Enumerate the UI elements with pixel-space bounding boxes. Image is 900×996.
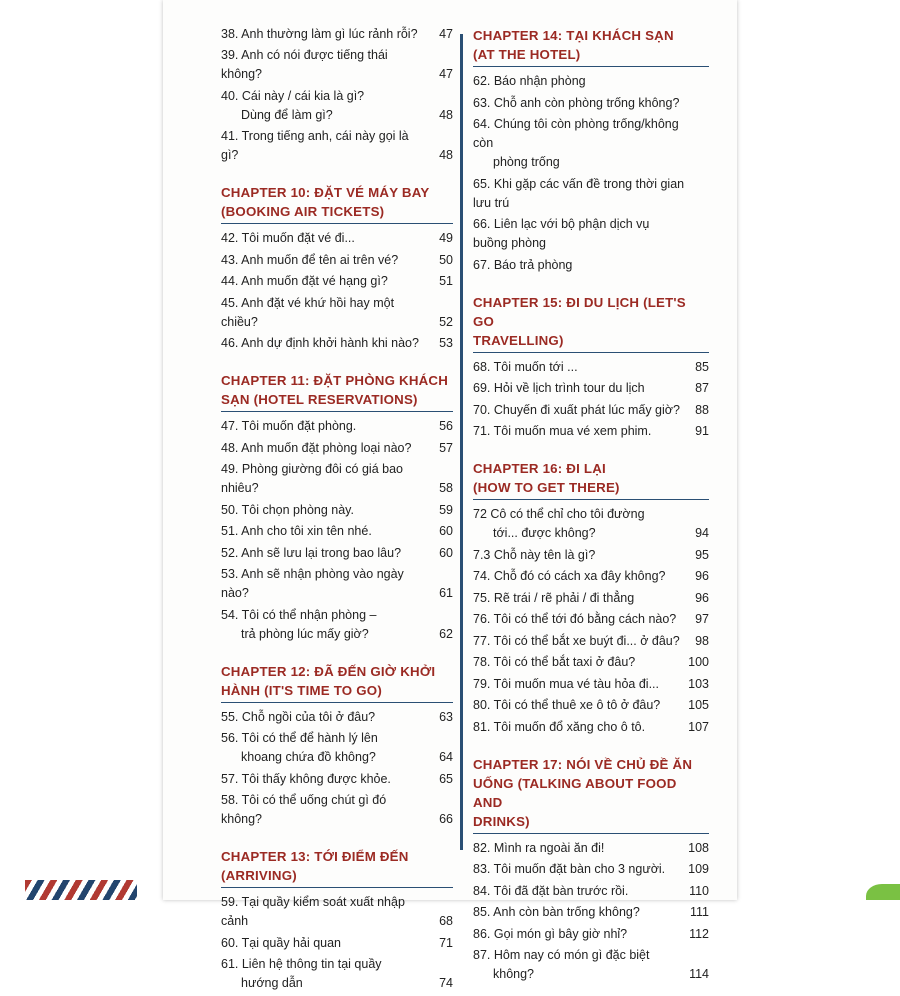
toc-entry-title-continued: khoang chứa đồ không?: [241, 750, 376, 764]
toc-entry: [473, 422, 709, 441]
toc-page-number: 88: [695, 402, 709, 417]
toc-entry-title: 51. Anh cho tôi xin tên nhé.: [221, 524, 372, 538]
toc-entry-title: 85. Anh còn bàn trống không?: [473, 905, 640, 919]
toc-entry-title: 68. Tôi muốn tới ...: [473, 359, 578, 374]
toc-entry: [221, 334, 453, 353]
airmail-stripe-decoration: [25, 880, 137, 900]
toc-entry: [473, 653, 709, 672]
chapter-heading: [473, 755, 709, 834]
toc-entry: [473, 946, 709, 984]
toc-entry-title-continued: không?: [493, 967, 535, 981]
toc-entry: [221, 606, 453, 644]
toc-entry: [473, 256, 709, 275]
toc-entry: [221, 729, 453, 767]
toc-page-number: 48: [439, 107, 453, 122]
toc-entry-title: 82. Mình ra ngoài ăn đi!: [473, 840, 605, 855]
chapter-heading-line: CHAPTER 15: ĐI DU LỊCH (LET'S GO: [473, 294, 686, 329]
toc-entry: [473, 718, 709, 737]
chapter-heading-line: CHAPTER 14: TẠI KHÁCH SẠN: [473, 28, 674, 43]
toc-right-column: [473, 22, 709, 987]
toc-page-number: 105: [688, 698, 709, 712]
toc-entry: [221, 294, 453, 332]
toc-page-number: 66: [439, 812, 453, 826]
toc-entry: [221, 229, 453, 248]
chapter-heading-line: UỐNG (TALKING ABOUT FOOD AND: [473, 775, 677, 810]
toc-entry-title: 72 Cô có thể chỉ cho tôi đường: [473, 507, 645, 521]
toc-entry-title: 64. Chúng tôi còn phòng trống/không còn: [473, 117, 679, 150]
toc-entry: [473, 839, 709, 858]
toc-entry: [473, 903, 709, 922]
toc-page-number: 85: [695, 359, 709, 374]
toc-entry-title: 84. Tôi đã đặt bàn trước rồi.: [473, 883, 629, 898]
toc-entry-title-continued: trả phòng lúc mấy giờ?: [241, 626, 369, 641]
toc-entry-title: 70. Chuyến đi xuất phát lúc mấy giờ?: [473, 402, 680, 417]
toc-page-number: 114: [689, 967, 709, 981]
toc-entry: [473, 546, 709, 565]
toc-entry-title: 49. Phòng giường đôi có giá bao nhiêu?: [221, 462, 403, 495]
toc-page-number: 111: [689, 905, 709, 919]
toc-entry: [221, 87, 453, 125]
chapter-heading-line: CHAPTER 11: ĐẶT PHÒNG KHÁCH: [221, 373, 449, 388]
chapter-heading: [221, 183, 453, 224]
toc-entry-title: 54. Tôi có thể nhận phòng –: [221, 607, 377, 622]
toc-entry: [221, 791, 453, 829]
toc-entry-title: 48. Anh muốn đặt phòng loại nào?: [221, 440, 412, 455]
toc-entry: [473, 696, 709, 715]
chapter-heading-line: CHAPTER 17: NÓI VỀ CHỦ ĐỀ ĂN: [473, 756, 693, 772]
toc-entry: [221, 934, 453, 953]
toc-entry: [473, 401, 709, 420]
toc-page-number: 91: [695, 424, 709, 438]
toc-entry-title: 75. Rẽ trái / rẽ phải / đi thẳng: [473, 590, 635, 605]
chapter-heading-line: CHAPTER 12: ĐÃ ĐẾN GIỜ KHỞI: [221, 663, 436, 679]
toc-page-number: 107: [688, 719, 709, 734]
book-page: [163, 0, 737, 990]
toc-entry-title: 38. Anh thường làm gì lúc rảnh rỗi?: [221, 26, 418, 41]
toc-entry: [221, 565, 453, 603]
toc-page-number: 112: [689, 926, 709, 941]
toc-page-number: 58: [439, 481, 453, 495]
toc-page-number: 56: [439, 419, 453, 433]
chapter-heading-line: CHAPTER 13: TỚI ĐIỂM ĐẾN: [221, 849, 409, 864]
toc-entry: [221, 501, 453, 520]
chapter-heading-line: (BOOKING AIR TICKETS): [221, 204, 385, 219]
toc-entry-title: 59. Tại quầy kiểm soát xuất nhập cảnh: [221, 895, 405, 928]
toc-entry: [221, 251, 453, 270]
toc-page-number: 71: [439, 935, 453, 950]
toc-page-number: 96: [695, 590, 709, 605]
toc-entry: [473, 175, 709, 213]
toc-page-number: 49: [439, 231, 453, 245]
toc-entry: [473, 72, 709, 91]
toc-left-column: [221, 22, 453, 996]
toc-page-number: 96: [695, 569, 709, 583]
toc-entry-title-continued: phòng trống: [493, 155, 560, 169]
toc-entry-title: 63. Chỗ anh còn phòng trống không?: [473, 95, 680, 110]
toc-entry-title: 41. Trong tiếng anh, cái này gọi là gì?: [221, 129, 409, 162]
toc-entry: [473, 115, 709, 172]
toc-entry-title: 66. Liên lạc với bộ phận dịch vụ buồng phòng: [473, 217, 650, 250]
chapter-heading-line: CHAPTER 10: ĐẶT VÉ MÁY BAY: [221, 185, 430, 200]
toc-entry-title: 46. Anh dự định khởi hành khi nào?: [221, 336, 419, 350]
toc-entry-title: 42. Tôi muốn đặt vé đi...: [221, 231, 355, 245]
toc-entry-title: 80. Tôi có thể thuê xe ô tô ở đâu?: [473, 698, 661, 712]
toc-entry-title: 60. Tại quầy hải quan: [221, 935, 342, 950]
toc-entry-title: 58. Tôi có thể uống chút gì đó không?: [221, 793, 387, 826]
toc-page-number: 100: [688, 655, 709, 669]
toc-entry: [473, 675, 709, 694]
chapter-heading: [221, 662, 453, 703]
toc-entry: [221, 417, 453, 436]
toc-entry-title: 56. Tôi có thể để hành lý lên: [221, 731, 378, 745]
toc-entry: [221, 544, 453, 563]
toc-page-number: 47: [439, 67, 453, 81]
toc-page-number: 98: [695, 633, 709, 648]
toc-entry: [473, 589, 709, 608]
toc-entry-title: 81. Tôi muốn đổ xăng cho ô tô.: [473, 719, 646, 734]
toc-page-number: 62: [439, 626, 453, 641]
toc-page-number: 52: [439, 314, 453, 329]
toc-entry: [221, 25, 453, 44]
toc-page-number: 95: [695, 547, 709, 562]
toc-page-number: 64: [439, 750, 453, 764]
toc-entry-title: 69. Hỏi về lịch trình tour du lịch: [473, 381, 645, 395]
chapter-heading-line: TRAVELLING): [473, 332, 564, 348]
chapter-heading-line: (ARRIVING): [221, 868, 297, 883]
toc-entry-title: 67. Báo trả phòng: [473, 257, 573, 272]
toc-page-number: 51: [439, 274, 453, 288]
chapter-heading-line: (AT THE HOTEL): [473, 47, 581, 62]
toc-entry-title: 65. Khi gặp các vấn đề trong thời gian lưu trú: [473, 176, 685, 210]
toc-entry: [473, 215, 709, 253]
toc-page-number: 87: [695, 381, 709, 395]
toc-entry-title: 40. Cái này / cái kia là gì?: [221, 88, 365, 103]
toc-page-number: 50: [439, 252, 453, 267]
toc-entry-title-continued: Dùng để làm gì?: [241, 107, 333, 122]
toc-entry: [473, 358, 709, 377]
toc-entry-title: 83. Tôi muốn đặt bàn cho 3 người.: [473, 862, 666, 876]
toc-entry-title: 62. Báo nhận phòng: [473, 74, 586, 88]
toc-entry-title: 74. Chỗ đó có cách xa đây không?: [473, 569, 666, 583]
chapter-heading: [221, 847, 453, 888]
toc-page-number: 94: [695, 526, 709, 540]
toc-entry-title: 55. Chỗ ngồi của tôi ở đâu?: [221, 709, 376, 724]
toc-entry-title: 87. Hôm nay có món gì đặc biệt: [473, 948, 650, 962]
toc-entry-title: 43. Anh muốn để tên ai trên vé?: [221, 252, 399, 267]
toc-page-number: 108: [688, 840, 709, 855]
toc-entry: [473, 94, 709, 113]
chapter-heading: [473, 459, 709, 500]
toc-entry: [221, 955, 453, 993]
toc-page-number: 48: [439, 148, 453, 162]
toc-entry-title: 50. Tôi chọn phòng này.: [221, 502, 354, 517]
toc-page-number: 68: [439, 914, 453, 928]
toc-page-number: 110: [689, 883, 709, 898]
chapter-heading: [221, 371, 453, 412]
toc-entry: [221, 460, 453, 498]
toc-entry: [221, 46, 453, 84]
toc-entry-title: 76. Tôi có thể tới đó bằng cách nào?: [473, 612, 677, 626]
toc-entry-title: 79. Tôi muốn mua vé tàu hỏa đi...: [473, 676, 659, 691]
toc-page-number: 47: [439, 26, 453, 41]
chapter-heading-line: SẠN (HOTEL RESERVATIONS): [221, 392, 418, 407]
toc-entry-title: 52. Anh sẽ lưu lại trong bao lâu?: [221, 545, 402, 560]
toc-entry-title-continued: tới... được không?: [493, 526, 596, 540]
toc-page-number: 109: [688, 862, 709, 876]
toc-entry-title: 57. Tôi thấy không được khỏe.: [221, 771, 391, 786]
toc-entry: [473, 505, 709, 543]
toc-entry-title: 78. Tôi có thể bắt taxi ở đâu?: [473, 655, 636, 669]
toc-entry-title: 45. Anh đặt vé khứ hồi hay một chiều?: [221, 295, 395, 329]
toc-entry: [473, 632, 709, 651]
toc-entry-title: 86. Gọi món gì bây giờ nhỉ?: [473, 926, 628, 941]
green-corner-decoration: [866, 884, 900, 900]
toc-entry-title: 47. Tôi muốn đặt phòng.: [221, 419, 357, 433]
toc-entry-title: 77. Tôi có thể bắt xe buýt đi... ở đâu?: [473, 633, 680, 648]
chapter-heading-line: HÀNH (IT'S TIME TO GO): [221, 682, 382, 698]
toc-entry: [221, 708, 453, 727]
toc-entry: [473, 882, 709, 901]
chapter-heading: [473, 26, 709, 67]
toc-entry: [473, 610, 709, 629]
toc-page-number: 59: [439, 502, 453, 517]
toc-entry: [473, 860, 709, 879]
toc-page-number: 63: [439, 709, 453, 724]
toc-entry-title: 61. Liên hệ thông tin tại quầy: [221, 957, 382, 971]
toc-page-number: 60: [439, 524, 453, 538]
toc-entry-title-continued: hướng dẫn: [241, 976, 303, 990]
toc-entry-title: 44. Anh muốn đặt vé hạng gì?: [221, 274, 388, 288]
toc-entry: [473, 379, 709, 398]
toc-page-number: 57: [439, 440, 453, 455]
chapter-heading-line: CHAPTER 16: ĐI LẠI: [473, 461, 606, 476]
toc-page-number: 74: [439, 976, 453, 990]
toc-entry-title: 7.3 Chỗ này tên là gì?: [473, 547, 596, 562]
toc-page-number: 61: [439, 586, 453, 600]
toc-entry: [221, 127, 453, 165]
toc-entry: [221, 439, 453, 458]
toc-page-number: 97: [695, 612, 709, 626]
toc-entry-title: 53. Anh sẽ nhận phòng vào ngày nào?: [221, 567, 404, 600]
toc-entry: [221, 522, 453, 541]
toc-entry: [473, 567, 709, 586]
toc-page-number: 103: [688, 676, 709, 691]
toc-entry: [221, 893, 453, 931]
toc-entry: [221, 272, 453, 291]
chapter-heading-line: DRINKS): [473, 813, 530, 829]
toc-page-number: 53: [439, 336, 453, 350]
toc-page-number: 65: [439, 771, 453, 786]
toc-entry: [221, 770, 453, 789]
chapter-heading: [473, 293, 709, 353]
toc-page-number: 60: [439, 545, 453, 560]
toc-entry-title: 71. Tôi muốn mua vé xem phim.: [473, 424, 652, 438]
toc-entry-title: 39. Anh có nói được tiếng thái không?: [221, 48, 388, 81]
chapter-heading-line: (HOW TO GET THERE): [473, 480, 620, 495]
toc-entry: [473, 925, 709, 944]
column-divider: [460, 34, 463, 850]
